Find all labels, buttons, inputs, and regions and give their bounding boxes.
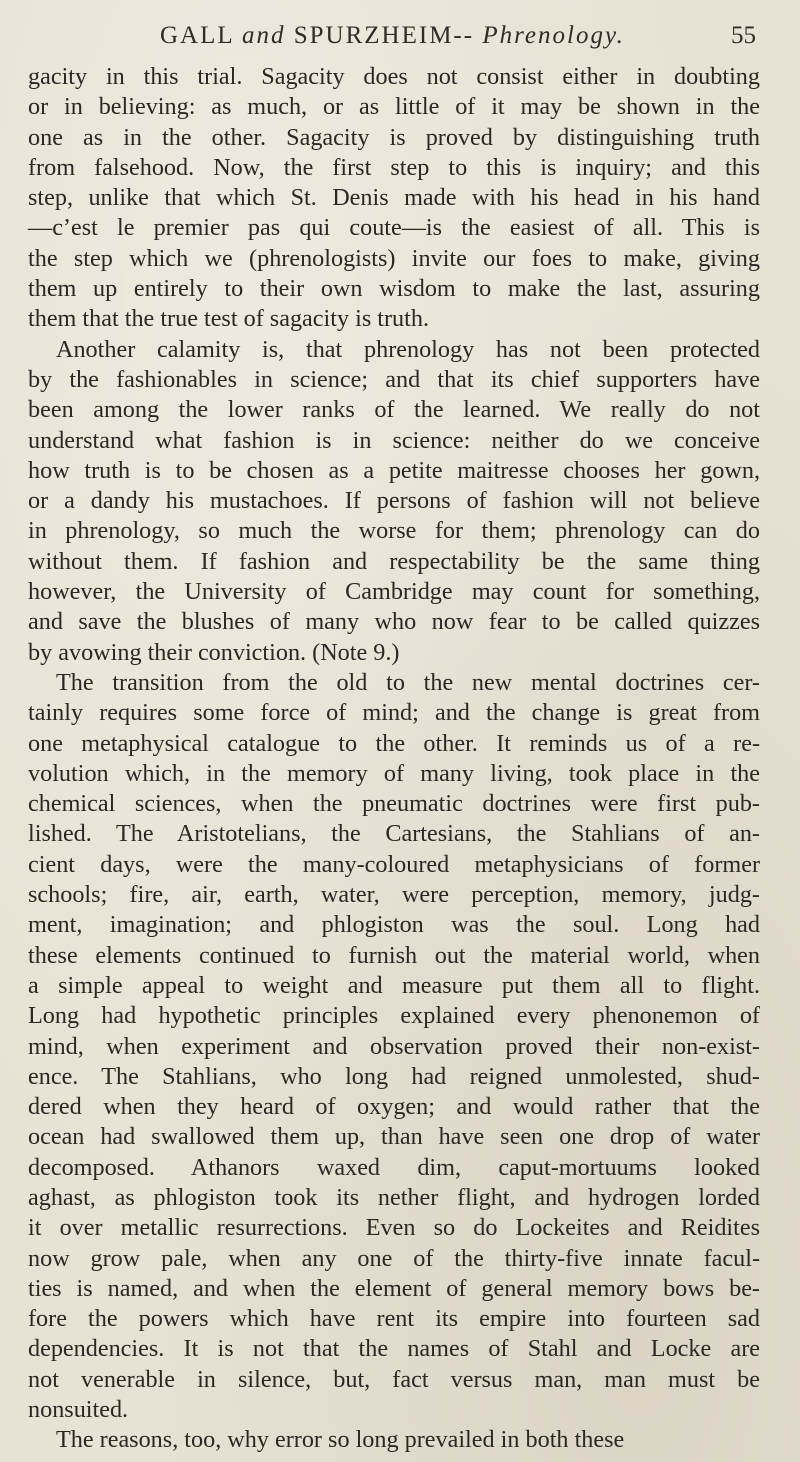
text-line: or a dandy his mustachoes. If persons of fashion will not believe [28, 487, 760, 515]
text-line: now grow pale, when any one of the thirty-five innate facul- [28, 1244, 760, 1272]
text-line: ment, imagination; and phlogiston was the soul. Long had [28, 911, 760, 939]
text-line: ocean had swallowed them up, than have seen one drop of water [28, 1123, 760, 1151]
text-line: Long had hypothetic principles explained every phenonemon of [28, 1002, 760, 1030]
page-header [160, 16, 756, 56]
text-line: from falsehood. Now, the first step to this is inquiry; and this [28, 153, 760, 181]
running-head [160, 22, 625, 50]
text-line: nonsuited. [28, 1396, 129, 1424]
running-head-subject: Phrenology. [482, 22, 625, 49]
text-line: dependencies. It is not that the names of Stahl and Locke are [28, 1335, 760, 1363]
paragraph-start-line: The reasons, too, why error so long prevailed in both these [56, 1426, 625, 1454]
running-head-spurzheim: SPURZHEIM-- [293, 22, 475, 49]
text-line: not venerable in silence, but, fact versus man, man must be [28, 1365, 760, 1393]
text-line: cient days, were the many-coloured metaphysicians of former [28, 850, 760, 878]
text-line: chemical sciences, when the pneumatic doctrines were first pub- [28, 790, 760, 818]
text-line: these elements continued to furnish out the material world, when [28, 941, 760, 969]
text-line: tainly requires some force of mind; and the change is great from [28, 699, 760, 727]
text-line: fore the powers which have rent its empire into fourteen sad [28, 1305, 760, 1333]
text-line: and save the blushes of many who now fear to be called quizzes [28, 608, 760, 636]
text-line: without them. If fashion and respectability be the same thing [28, 547, 760, 575]
text-line: one metaphysical catalogue to the other. It reminds us of a re- [28, 729, 760, 757]
text-line: ties is named, and when the element of general memory bows be- [28, 1274, 760, 1302]
text-line: them up entirely to their own wisdom to make the last, assuring [28, 275, 760, 303]
page-number: 55 [731, 22, 756, 49]
text-line: understand what fashion is in science: neither do we conceive [28, 426, 760, 454]
text-line: step, unlike that which St. Denis made with his head in his hand [28, 184, 760, 212]
text-line: how truth is to be chosen as a petite maitresse chooses her gown, [28, 456, 760, 484]
text-line: them that the true test of sagacity is truth. [28, 305, 430, 333]
text-line: the step which we (phrenologists) invite our foes to make, giving [28, 244, 760, 272]
text-line: by avowing their conviction. (Note 9.) [28, 638, 400, 666]
text-line: a simple appeal to weight and measure put them all to flight. [28, 971, 760, 999]
text-line: schools; fire, air, earth, water, were perception, memory, judg- [28, 881, 760, 909]
text-line: decomposed. Athanors waxed dim, caput-mortuums looked [28, 1153, 760, 1181]
paragraph-start-line: Another calamity is, that phrenology has not been protected [56, 335, 760, 363]
text-line: aghast, as phlogiston took its nether flight, and hydrogen lorded [28, 1183, 760, 1211]
text-line: gacity in this trial. Sagacity does not consist either in doubting [28, 63, 760, 90]
text-line: in phrenology, so much the worse for them; phrenology can do [28, 517, 760, 545]
paragraph-start-line: The transition from the old to the new mental doctrines cer- [56, 668, 760, 696]
text-line: —c’est le premier pas qui coute—is the easiest of all. This is [28, 214, 760, 242]
text-line: however, the University of Cambridge may count for something, [28, 578, 760, 606]
text-line: dered when they heard of oxygen; and would rather that the [28, 1093, 760, 1121]
body-text [28, 62, 760, 1456]
text-line: ence. The Stahlians, who long had reigned unmolested, shud- [28, 1062, 760, 1090]
text-line: or in believing: as much, or as little of it may be shown in the [28, 93, 760, 121]
text-line: by the fashionables in science; and that its chief supporters have [28, 365, 760, 393]
text-line: it over metallic resurrections. Even so do Lockeites and Reidites [28, 1214, 760, 1242]
text-line: lished. The Aristotelians, the Cartesians, the Stahlians of an- [28, 820, 760, 848]
text-line: volution which, in the memory of many living, took place in the [28, 759, 760, 787]
running-head-and: and [241, 22, 286, 49]
text-line: been among the lower ranks of the learned. We really do not [28, 396, 760, 424]
running-head-gall: GALL [160, 22, 234, 49]
text-line: one as in the other. Sagacity is proved by distinguishing truth [28, 123, 760, 151]
text-line: mind, when experiment and observation proved their non-exist- [28, 1032, 760, 1060]
